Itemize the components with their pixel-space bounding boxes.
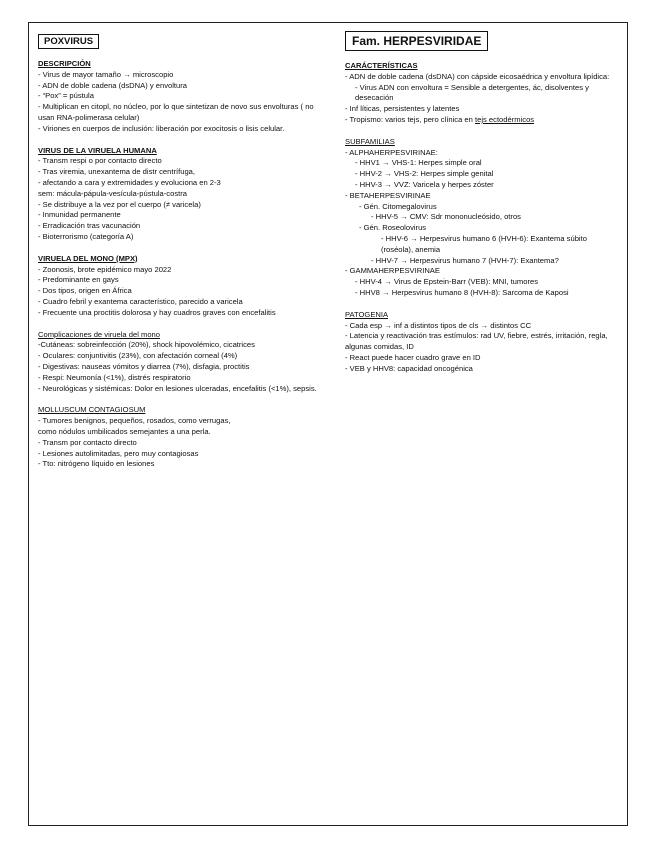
section-title: MOLLUSCUM CONTAGIOSUM xyxy=(38,405,146,415)
text-line: - VEB y HHV8: capacidad oncogénica xyxy=(345,363,473,373)
section-molluscum xyxy=(38,405,328,470)
text-line: - Lesiones autolimitadas, pero muy contagiosas xyxy=(38,448,199,458)
section-viruela-humana xyxy=(38,146,328,243)
text-line: - HHV8 → Herpesvirus humano 8 (HVH-8): Sarcoma de Kaposi xyxy=(355,287,569,297)
text-line: - Transm respi o por contacto directo xyxy=(38,156,162,166)
tropismo-underlined: tejs ectodérmicos xyxy=(475,114,535,124)
poxvirus-title: POXVIRUS xyxy=(38,34,99,49)
text-line: - Erradicación tras vacunación xyxy=(38,221,141,231)
text-line: - Tras viremia, unexantema de distr centrífuga, xyxy=(38,167,196,177)
text-line: - Bioterrorismo (categoría A) xyxy=(38,231,134,241)
section-title: Complicaciones de viruela del mono xyxy=(38,329,160,339)
text-line: - Multiplican en citopl, no núcleo, por lo que sintetizan de novo sus envolturas ( no usan RNA-polimerasa celular) xyxy=(38,102,314,122)
text-line: - HHV-3 → VVZ: Varicela y herpes zóster xyxy=(355,179,494,189)
subfamily-alpha: - ALPHAHERPESVIRINAE: xyxy=(345,147,438,157)
text-line: - afectando a cara y extremidades y evoluciona en 2-3 xyxy=(38,177,221,187)
text-line: - Latencia y reactivación tras estímulos: rad UV, fiebre, estrés, irritación, regla, algunas comidas, ID xyxy=(345,331,608,352)
text-line: - Tto: nitrógeno líquido en lesiones xyxy=(38,459,155,469)
text-line: - Digestivas: nauseas vómitos y diarrea (7%), disfagia, proctitis xyxy=(38,361,250,371)
text-line: - Predominante en gays xyxy=(38,275,119,285)
text-line: - Oculares: conjuntivitis (23%), con afectación corneal (4%) xyxy=(38,351,238,361)
section-subfamilias xyxy=(345,137,621,299)
text-line: -Cutáneas: sobreinfección (20%), shock hipovolémico, cicatrices xyxy=(38,340,255,350)
herpesviridae-title: Fam. HERPESVIRIDAE xyxy=(345,31,488,51)
section-descripcion xyxy=(38,59,328,135)
text-line: como nódulos umbilicados semejantes a una perla. xyxy=(38,426,211,436)
text-line: - Transm por contacto directo xyxy=(38,437,137,447)
text-line: - Neurológicas y sistémicas: Dolor en lesiones ulceradas, encefalitis (<1%), sepsis. xyxy=(38,383,317,393)
section-title: CARÁCTERÍSTICAS xyxy=(345,61,418,70)
text-line: - ADN de doble cadena (dsDNA) con cápside eicosaédrica y envoltura lipídica: xyxy=(345,71,610,81)
text-line: - Virus ADN con envoltura = Sensible a detergentes, ác, disolventes y desecación xyxy=(355,82,589,103)
section-title: SUBFAMILIAS xyxy=(345,136,395,146)
section-caracteristicas xyxy=(345,61,621,126)
section-viruela-mono xyxy=(38,254,328,319)
text-line: - ADN de doble cadena (dsDNA) y envoltura xyxy=(38,80,187,90)
text-line: - Inmunidad permanente xyxy=(38,210,121,220)
section-title: VIRUELA DEL MONO (MPX) xyxy=(38,253,138,263)
text-line: - Se distribuye a la vez por el cuerpo (≠ varicela) xyxy=(38,199,201,209)
text-line: - Cada esp → inf a distintos tipos de cls → distintos CC xyxy=(345,320,532,330)
text-line: - Viriones en cuerpos de inclusión: liberación por exocitosis o lisis celular. xyxy=(38,123,285,133)
right-column xyxy=(345,31,621,386)
text-line: - HHV-5 → CMV: Sdr mononucleósido, otros xyxy=(371,212,521,222)
text-line: - Zoonosis, brote epidémico mayo 2022 xyxy=(38,264,172,274)
text-line: - Virus de mayor tamaño → microscopio xyxy=(38,69,174,79)
text-line: - Gén. Citomegalovirus xyxy=(359,201,437,211)
tropismo-text: - Tropismo: varios tejs, pero clínica en xyxy=(345,114,475,124)
section-title: VIRUS DE LA VIRUELA HUMANA xyxy=(38,145,157,155)
text-line: - Cuadro febril y exantema característico, parecido a varicela xyxy=(38,296,243,306)
text-line: - “Pox” = pústula xyxy=(38,91,94,101)
section-title: DESCRIPCIÓN xyxy=(38,59,91,68)
text-line: - React puede hacer cuadro grave en ID xyxy=(345,352,481,362)
text-line: - Tumores benignos, pequeños, rosados, como verrugas, xyxy=(38,416,231,426)
subfamily-beta: - BETAHERPESVIRINAE xyxy=(345,190,431,200)
text-line: - HHV-2 → VHS-2: Herpes simple genital xyxy=(355,169,494,179)
text-line: - Frecuente una proctitis dolorosa y hay cuadros graves con encefalitis xyxy=(38,307,276,317)
left-column xyxy=(38,31,328,481)
subfamily-gamma: - GAMMAHERPESVIRINAE xyxy=(345,266,440,276)
text-line: - Inf líticas, persistentes y latentes xyxy=(345,104,460,114)
section-title: PATOGENIA xyxy=(345,309,389,319)
document-page xyxy=(28,22,628,826)
text-line: sem: mácula-pápula-vesícula-pústula-costra xyxy=(38,188,187,198)
text-line: - HHV-7 → Herpesvirus humano 7 (HVH-7): Exantema? xyxy=(371,255,559,265)
text-line: - Dos tipos, origen en África xyxy=(38,286,132,296)
text-line xyxy=(345,115,621,126)
text-line: - HHV1 → VHS-1: Herpes simple oral xyxy=(355,158,482,168)
text-line: - HHV-6 → Herpesvirus humano 6 (HVH-6): Exantema súbito (roséola), anemia xyxy=(381,233,587,254)
section-patogenia xyxy=(345,310,621,375)
text-line: - Gén. Roseolovirus xyxy=(359,223,427,233)
text-line: - HHV-4 → Virus de Epstein-Barr (VEB): MNI, tumores xyxy=(355,277,539,287)
section-complicaciones xyxy=(38,330,328,395)
text-line: - Respi: Neumonía (<1%), distrés respiratorio xyxy=(38,372,191,382)
